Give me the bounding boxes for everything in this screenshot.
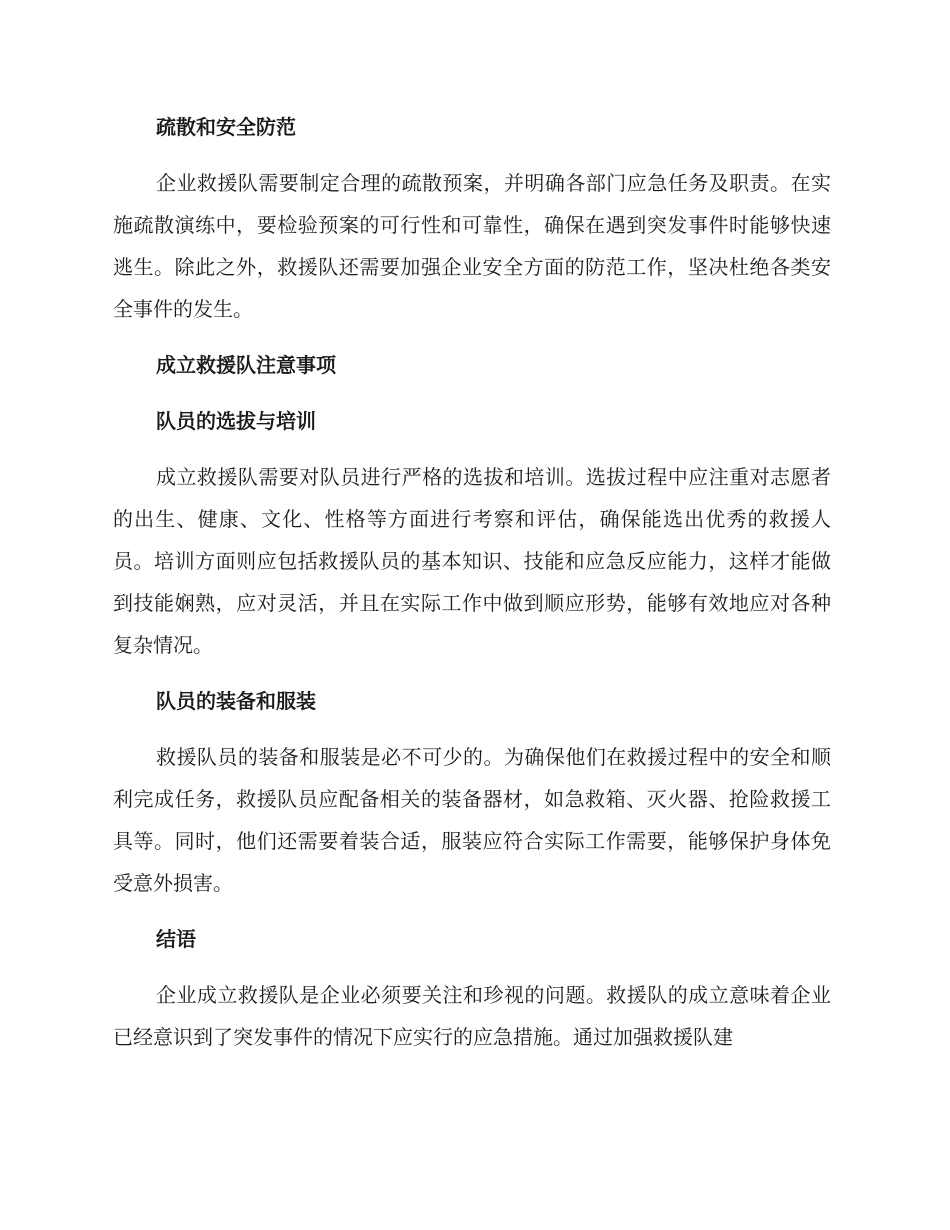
paragraph-evacuation: 企业救援队需要制定合理的疏散预案，并明确各部门应急任务及职责。在实施疏散演练中，要检验预案的可行性和可靠性，确保在遇到突发事件时能够快速逃生。除此之外，救援队还需要加强企业安全方面的防范工作，坚决杜绝各类安全事件的发生。 — [113, 171, 831, 321]
document-page — [113, 106, 831, 1072]
section-heading-precautions: 成立救援队注意事项 — [156, 353, 336, 377]
section-heading-conclusion: 结语 — [156, 927, 196, 951]
section-heading-evacuation: 疏散和安全防范 — [156, 115, 296, 139]
section-heading-selection-training: 队员的选拔与培训 — [156, 409, 316, 433]
section-heading-equipment: 队员的装备和服装 — [156, 689, 316, 713]
paragraph-equipment: 救援队员的装备和服装是必不可少的。为确保他们在救援过程中的安全和顺利完成任务，救援队员应配备相关的装备器材，如急救箱、灭火器、抢险救援工具等。同时，他们还需要着装合适，服装应符合实际工作需要，能够保护身体免受意外损害。 — [113, 745, 831, 895]
paragraph-conclusion: 企业成立救援队是企业必须要关注和珍视的问题。救援队的成立意味着企业已经意识到了突发事件的情况下应实行的应急措施。通过加强救援队建 — [113, 983, 831, 1049]
paragraph-selection-training: 成立救援队需要对队员进行严格的选拔和培训。选拔过程中应注重对志愿者的出生、健康、文化、性格等方面进行考察和评估，确保能选出优秀的救援人员。培训方面则应包括救援队员的基本知识、技能和应急反应能力，这样才能做到技能娴熟，应对灵活，并且在实际工作中做到顺应形势，能够有效地应对各种复杂情况。 — [113, 465, 831, 657]
